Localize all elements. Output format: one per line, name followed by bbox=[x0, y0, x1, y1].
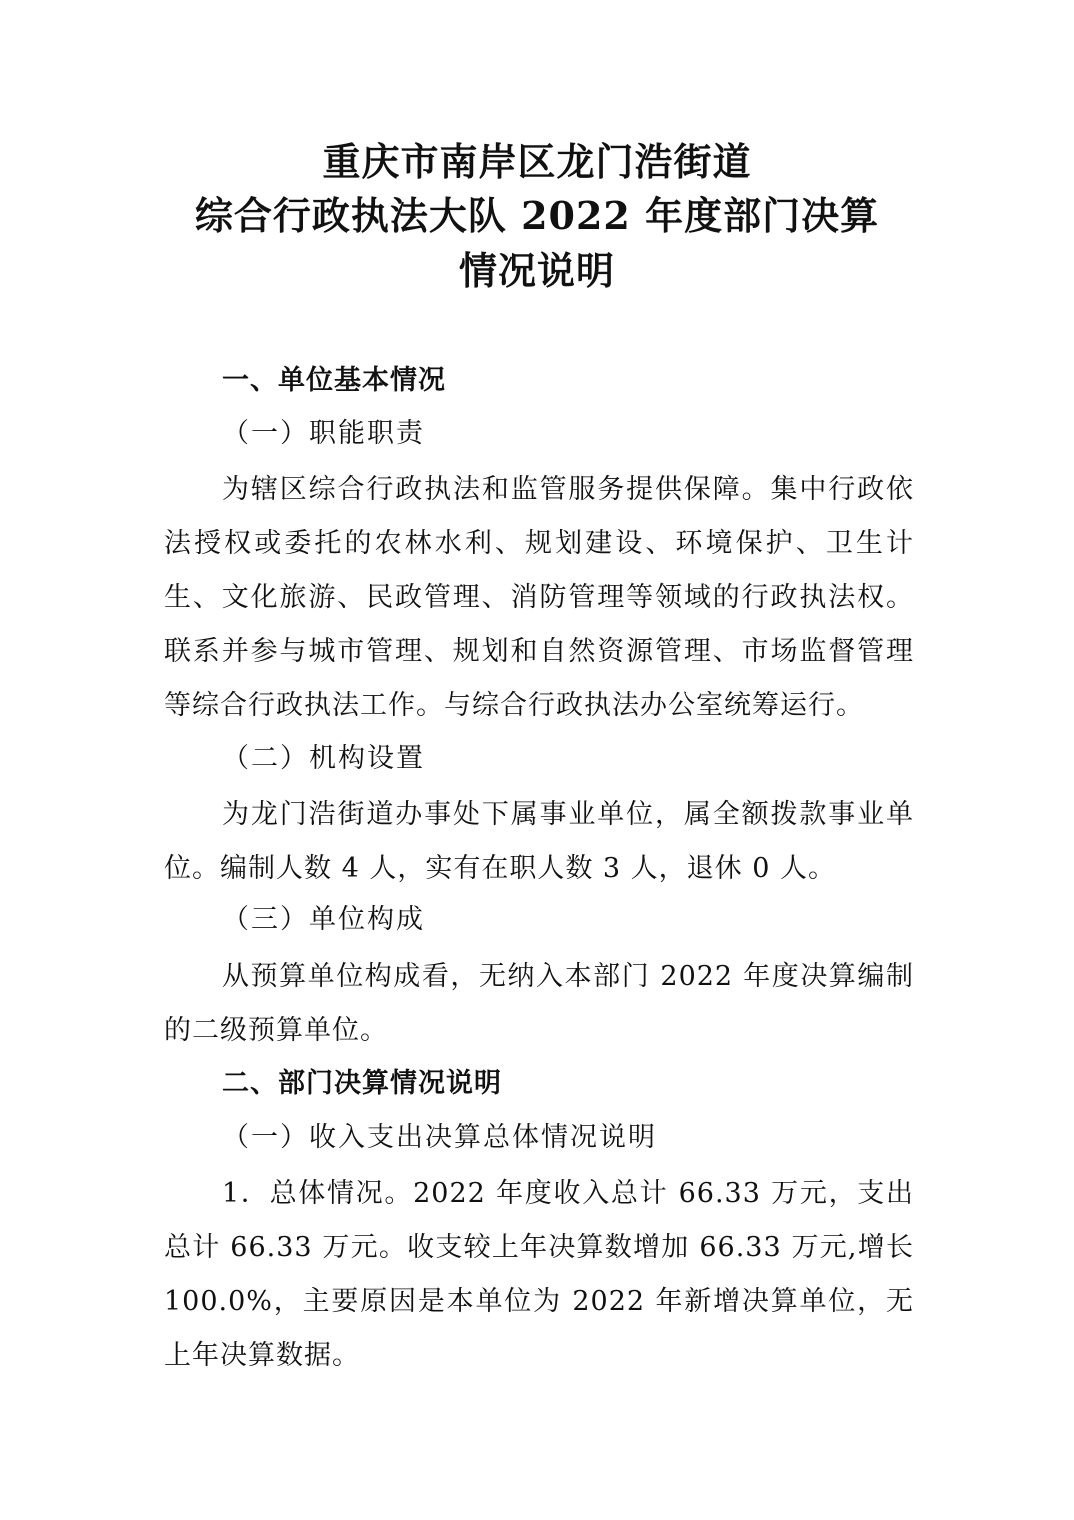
document-title-line-2: 综合行政执法大队 2022 年度部门决算 bbox=[194, 193, 880, 238]
paragraph-income-expenditure: 1．总体情况。2022 年度收入总计 66.33 万元，支出总计 66.33 万元。收支较上年决算数增加 66.33 万元,增长 100.0%，主要原因是本单位为 2022 年新增决算单位，无上年决算数据。 bbox=[164, 1178, 914, 1371]
section-heading-basic-info: 一、单位基本情况 bbox=[222, 365, 446, 396]
subheading-income-expenditure: （一）收入支出决算总体情况说明 bbox=[222, 1122, 657, 1153]
subheading-functions: （一）职能职责 bbox=[222, 418, 425, 449]
paragraph-organization: 为龙门浩街道办事处下属事业单位，属全额拨款事业单位。编制人数 4 人，实有在职人数 3 人，退休 0 人。 bbox=[164, 799, 914, 884]
paragraph-unit-composition: 从预算单位构成看，无纳入本部门 2022 年度决算编制的二级预算单位。 bbox=[164, 961, 914, 1046]
subheading-unit-composition: （三）单位构成 bbox=[222, 904, 425, 935]
paragraph-functions: 为辖区综合行政执法和监管服务提供保障。集中行政依法授权或委托的农林水利、规划建设、环境保护、卫生计生、文化旅游、民政管理、消防管理等领域的行政执法权。联系并参与城市管理、规划和自然资源管理、市场监督管理等综合行政执法工作。与综合行政执法办公室统筹运行。 bbox=[164, 474, 914, 721]
document-title-line-3: 情况说明 bbox=[458, 248, 615, 293]
section-heading-final-accounts: 二、部门决算情况说明 bbox=[222, 1068, 502, 1099]
subheading-organization: （二）机构设置 bbox=[222, 743, 425, 774]
document-title-line-1: 重庆市南岸区龙门浩街道 bbox=[322, 139, 752, 184]
